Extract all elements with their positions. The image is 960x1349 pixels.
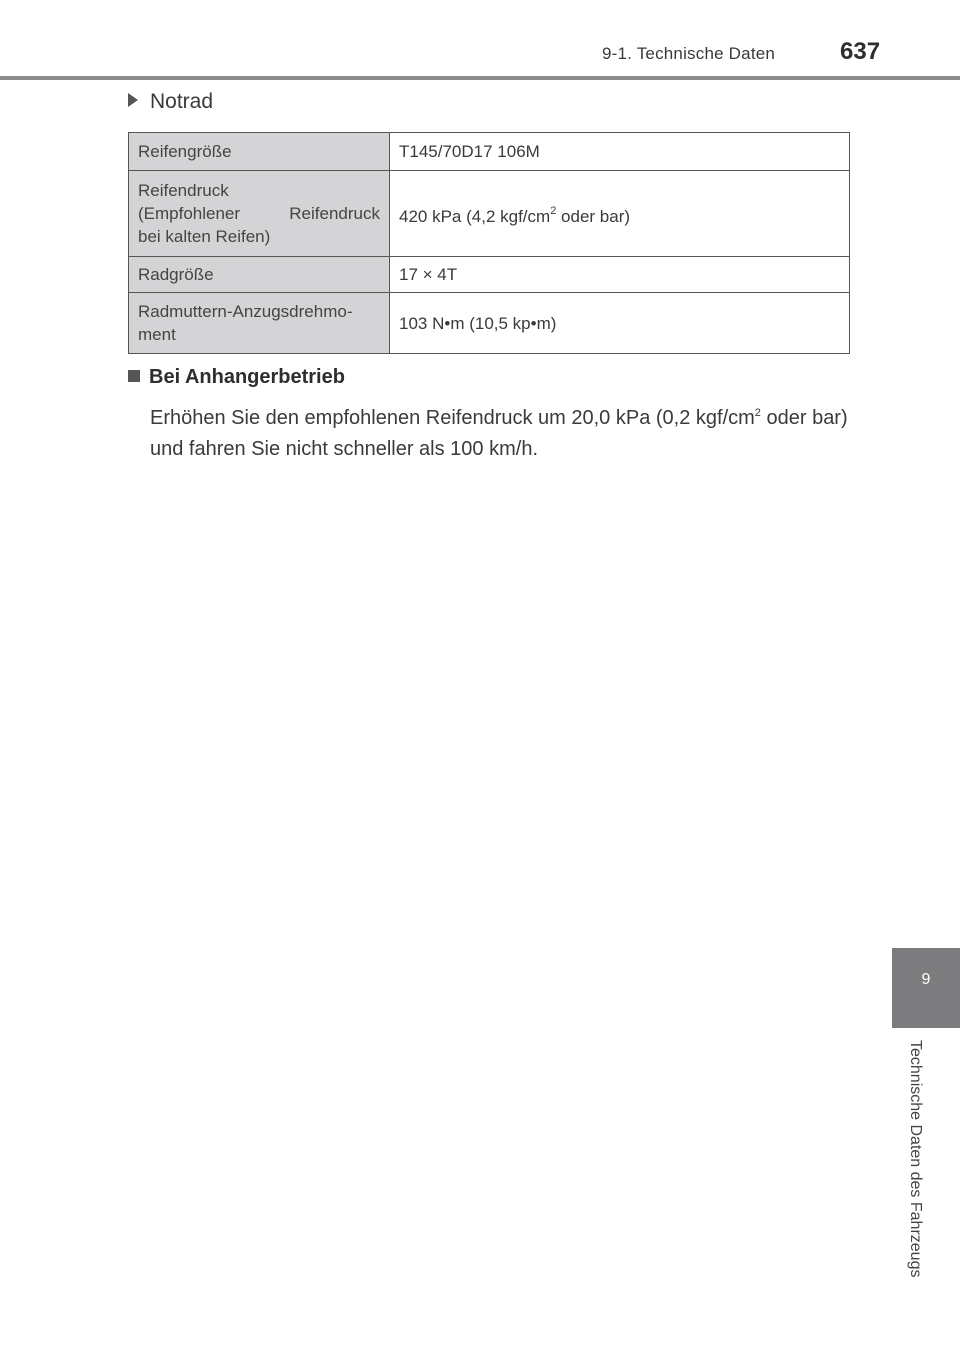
table-cell-value: 17 × 4T xyxy=(390,257,850,293)
arrow-right-icon xyxy=(128,93,138,107)
table-row xyxy=(129,133,850,171)
paragraph-text-tail: oder bar) und fahren Sie nicht schneller als 100 km/h. xyxy=(150,407,848,460)
section-title: Notrad xyxy=(150,90,214,113)
trailer-paragraph xyxy=(150,398,860,465)
table-row xyxy=(129,293,850,354)
table-cell-label: Radgröße xyxy=(129,257,390,293)
subsection-title: Bei Anhangerbetrieb xyxy=(149,366,345,388)
label-line: Reifendruck xyxy=(138,181,229,200)
value-text-tail: oder bar) xyxy=(556,206,631,226)
superscript: 2 xyxy=(754,407,761,419)
table-cell-label: Reifengröße xyxy=(129,133,390,171)
section-heading xyxy=(128,90,213,114)
chapter-title: 9-1. Technische Daten xyxy=(602,44,776,63)
table-cell-value: T145/70D17 106M xyxy=(390,133,850,171)
header-divider xyxy=(0,76,960,80)
value-text: 420 kPa (4,2 kgf/cm xyxy=(399,206,551,226)
paragraph-text: Erhöhen Sie den empfohlenen Reifendruck um 20,0 kPa (0,2 kgf/cm xyxy=(150,407,755,429)
table-row xyxy=(129,171,850,257)
table-cell-label xyxy=(129,293,390,354)
label-line: Radmuttern-Anzugsdrehmo- xyxy=(138,302,353,321)
label-line-justified xyxy=(138,202,380,225)
table-cell-value: 103 N•m (10,5 kp•m) xyxy=(390,293,850,354)
chapter-side-label: Technische Daten des Fahrzeugs xyxy=(907,1040,924,1278)
table-cell-label xyxy=(129,171,390,257)
label-line: bei kalten Reifen) xyxy=(138,227,271,246)
superscript: 2 xyxy=(550,204,557,217)
label-word: (Empfohlener xyxy=(138,204,241,223)
label-word: Reifendruck xyxy=(289,204,380,223)
chapter-tab: 9 xyxy=(892,948,960,1028)
page-number: 637 xyxy=(840,38,881,65)
spare-tire-spec-table xyxy=(128,132,850,354)
subsection-heading xyxy=(128,366,345,389)
square-bullet-icon xyxy=(128,370,140,382)
table-cell-value xyxy=(390,171,850,257)
table-row xyxy=(129,257,850,293)
label-line: ment xyxy=(138,325,176,344)
